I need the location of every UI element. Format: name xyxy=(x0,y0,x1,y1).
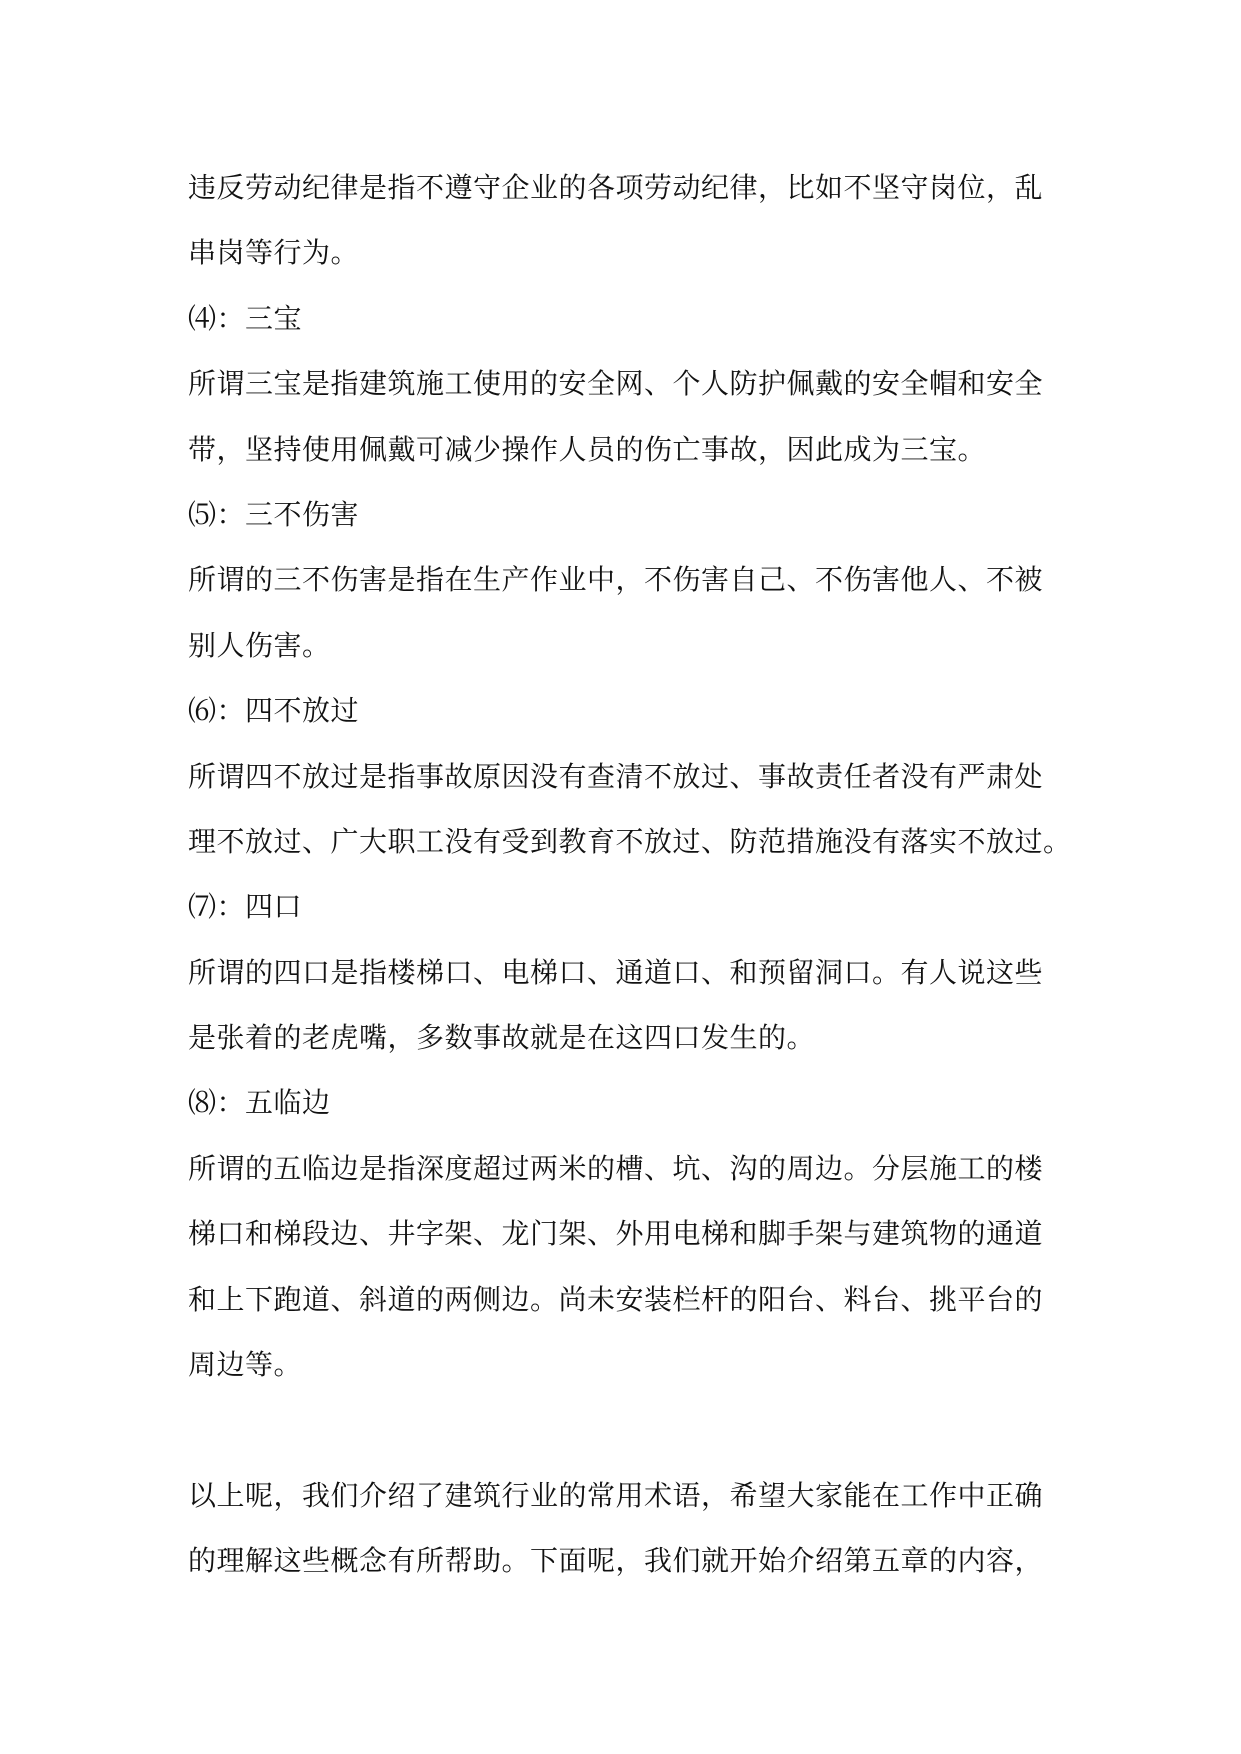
paragraph-line: 别人伤害。 xyxy=(188,628,331,662)
paragraph-line: 所谓的四口是指楼梯口、电梯口、通道口、和预留洞口。有人说这些 xyxy=(188,955,1044,989)
paragraph-line: 所谓的三不伤害是指在生产作业中，不伤害自己、不伤害他人、不被 xyxy=(188,563,1044,597)
paragraph-line: 理不放过、广大职工没有受到教育不放过、防范措施没有落实不放过。 xyxy=(188,824,1072,858)
paragraph-line: 的理解这些概念有所帮助。下面呢，我们就开始介绍第五章的内容， xyxy=(188,1544,1044,1578)
section-heading-wu-linbian: ⑻：五临边 xyxy=(188,1086,331,1120)
paragraph-line: 串岗等行为。 xyxy=(188,236,360,270)
paragraph-line: 和上下跑道、斜道的两侧边。尚未安装栏杆的阳台、料台、挑平台的 xyxy=(188,1282,1044,1316)
paragraph-spacer xyxy=(188,1397,1058,1462)
paragraph-line: 所谓三宝是指建筑施工使用的安全网、个人防护佩戴的安全帽和安全 xyxy=(188,367,1044,401)
paragraph-line: 所谓的五临边是指深度超过两米的槽、坑、沟的周边。分层施工的楼 xyxy=(188,1151,1044,1185)
section-heading-san-bu-shanghai: ⑸：三不伤害 xyxy=(188,497,360,531)
paragraph-line: 违反劳动纪律是指不遵守企业的各项劳动纪律，比如不坚守岗位，乱 xyxy=(188,171,1044,204)
section-heading-si-bu-fangguo: ⑹：四不放过 xyxy=(188,694,360,728)
paragraph-line: 带，坚持使用佩戴可减少操作人员的伤亡事故，因此成为三宝。 xyxy=(188,432,987,466)
paragraph-line: 以上呢，我们介绍了建筑行业的常用术语，希望大家能在工作中正确 xyxy=(188,1478,1044,1512)
document-body xyxy=(188,155,1072,1594)
paragraph-line: 周边等。 xyxy=(188,1348,303,1382)
paragraph-line: 梯口和梯段边、井字架、龙门架、外用电梯和脚手架与建筑物的通道 xyxy=(188,1217,1044,1251)
paragraph-line: 是张着的老虎嘴，多数事故就是在这四口发生的。 xyxy=(188,1021,816,1055)
section-heading-sanbao: ⑷：三宝 xyxy=(188,301,303,335)
section-heading-sikou: ⑺：四口 xyxy=(188,890,303,924)
paragraph-line: 所谓四不放过是指事故原因没有查清不放过、事故责任者没有严肃处 xyxy=(188,759,1044,793)
